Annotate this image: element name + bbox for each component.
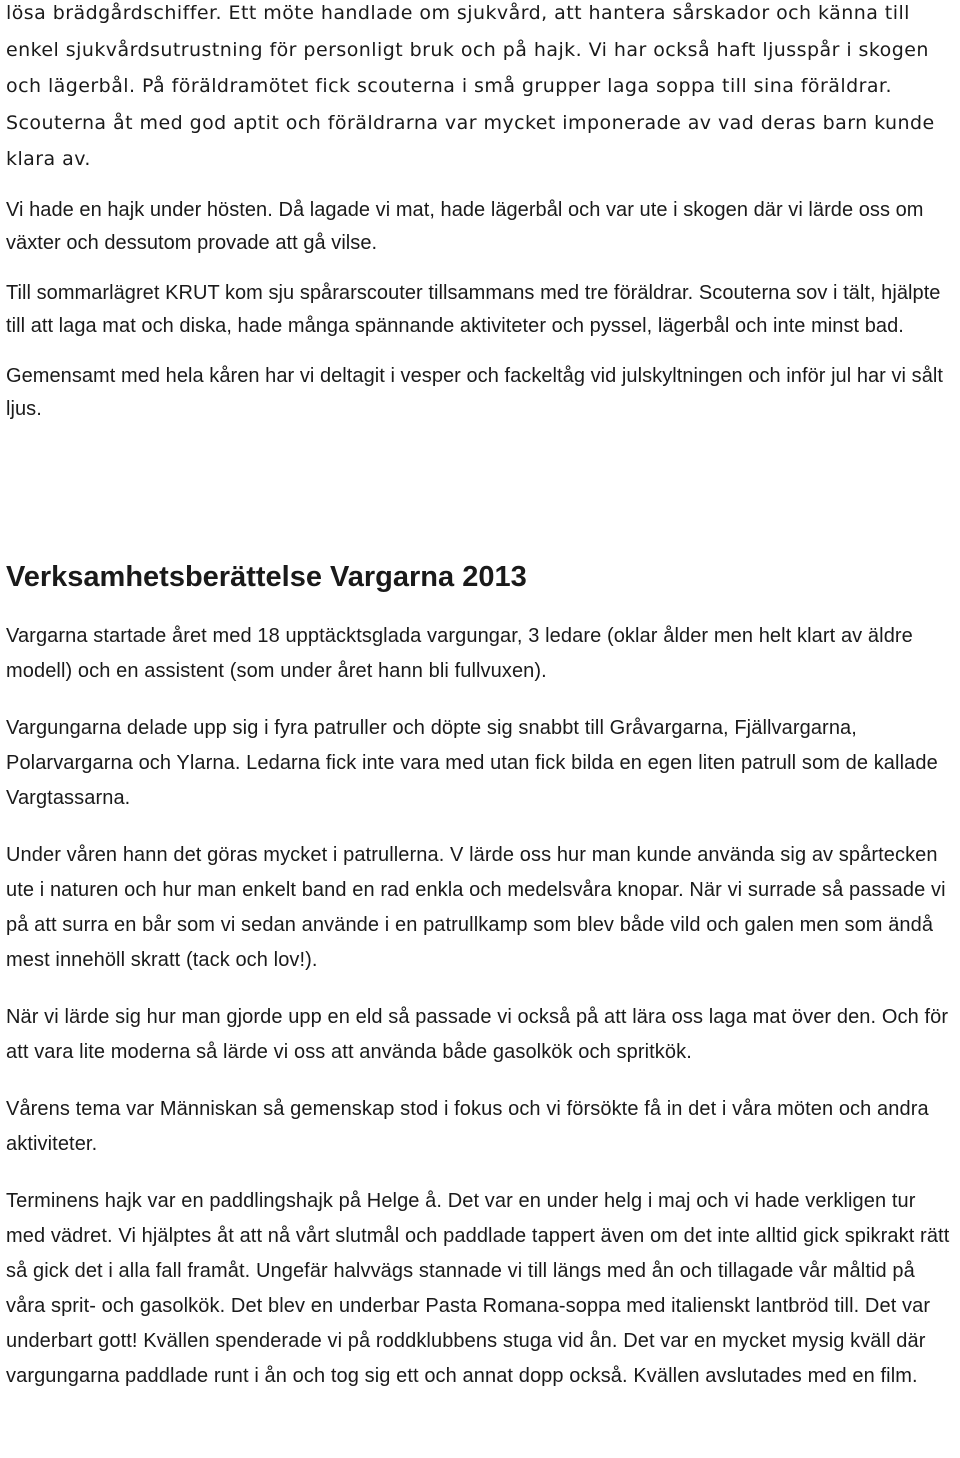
paragraph: Till sommarlägret KRUT kom sju spårarscouter tillsammans med tre föräldrar. Scouterna sov i tält, hjälpte till att laga mat och diska, hade många spännande aktiviteter och pyssel, lägerbål och inte minst bad. (6, 281, 941, 337)
intro-subsection (6, 194, 954, 427)
intro-section (6, 0, 954, 427)
paragraph: När vi lärde sig hur man gjorde upp en eld så passade vi också på att lära oss laga mat över den. Och för att vara lite moderna så lärde vi oss att använda både gasolkök och spritkök. (6, 1005, 949, 1063)
paragraph: Vargungarna delade upp sig i fyra patruller och döpte sig snabbt till Gråvargarna, Fjällvargarna, Polarvargarna och Ylarna. Ledarna fick inte vara med utan fick bilda en egen liten patrull som de kallade Vargtassarna. (6, 716, 938, 809)
paragraph: Under våren hann det göras mycket i patrullerna. V lärde oss hur man kunde använda sig av spårtecken ute i naturen och hur man enkelt band en rad enkla och medelsvåra knopar. När vi surrade så passade vi på att surra en bår som vi sedan använde i en patrullkamp som blev både vild och galen men som ändå mest innehöll skratt (tack och lov!). (6, 843, 946, 971)
paragraph: Vargarna startade året med 18 upptäcktsglada vargungar, 3 ledare (oklar ålder men helt klart av äldre modell) och en assistent (som under året hann bli fullvuxen). (6, 624, 913, 682)
paragraph: Vårens tema var Människan så gemenskap stod i fokus och vi försökte få in det i våra möten och andra aktiviteter. (6, 1097, 929, 1155)
paragraph: Vi hade en hajk under hösten. Då lagade vi mat, hade lägerbål och var ute i skogen där vi lärde oss om växter och dessutom provade att gå vilse. (6, 198, 924, 254)
paragraph: Terminens hajk var en paddlingshajk på Helge å. Det var en under helg i maj och vi hade verkligen tur med vädret. Vi hjälptes åt att nå vårt slutmål och paddlade tappert även om det inte alltid gick spikrakt rätt så gick det i alla fall framåt. Ungefär halvvägs stannade vi till längs med ån och tillagade vår måltid på våra sprit- och gasolkök. Det blev en underbar Pasta Romana-soppa med italienskt lantbröd till. Det var underbart gott! Kvällen spenderade vi på roddklubbens stuga vid ån. Det var en mycket mysig kväll där vargungarna paddlade runt i ån och tog sig ett och annat dopp också. Kvällen avslutades med en film. (6, 1189, 950, 1387)
vargarna-section (6, 619, 954, 1394)
section-heading: Verksamhetsberättelse Vargarna 2013 (6, 560, 527, 593)
paragraph: lösa brädgårdschiffer. Ett möte handlade om sjukvård, att hantera sårskador och känna till enkel sjukvårdsutrustning för personligt bruk och på hajk. Vi har också haft ljusspår i skogen och lägerbål. På föräldramötet fick scouterna i små grupper laga soppa till sina föräldrar. Scouterna åt med god aptit och föräldrarna var mycket imponerade av vad deras barn kunde klara av. (6, 2, 935, 170)
paragraph: Gemensamt med hela kåren har vi deltagit i vesper och fackeltåg vid julskyltningen och inför jul har vi sålt ljus. (6, 364, 943, 420)
